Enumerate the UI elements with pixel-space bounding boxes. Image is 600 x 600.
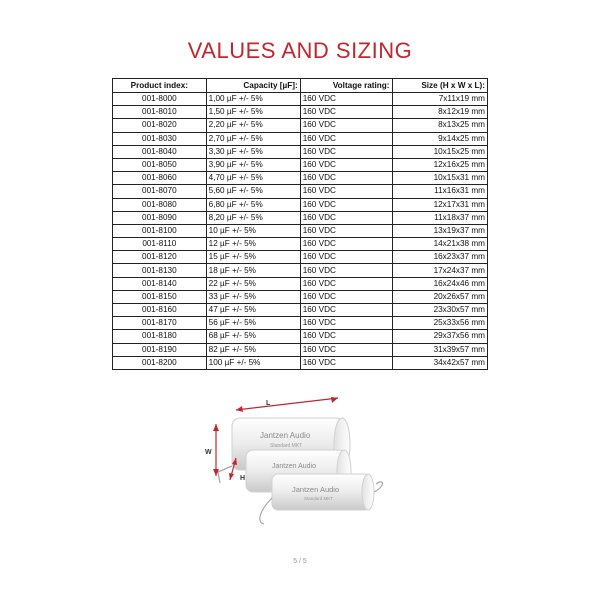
capacitor-figure xyxy=(200,388,400,538)
size-cell: 16x23x37 mm xyxy=(392,251,487,264)
product-index-cell: 001-8030 xyxy=(113,132,207,145)
voltage-cell: 160 VDC xyxy=(300,145,392,158)
size-cell: 7x11x19 mm xyxy=(392,93,487,106)
table-row xyxy=(113,211,488,224)
product-index-cell: 001-8120 xyxy=(113,251,207,264)
size-cell: 12x17x31 mm xyxy=(392,198,487,211)
table-row xyxy=(113,317,488,330)
product-index-cell: 001-8020 xyxy=(113,119,207,132)
product-index-cell: 001-8040 xyxy=(113,145,207,158)
voltage-cell: 160 VDC xyxy=(300,356,392,369)
product-index-cell: 001-8150 xyxy=(113,290,207,303)
capacity-cell: 100 µF +/- 5% xyxy=(206,356,300,369)
size-cell: 14x21x38 mm xyxy=(392,238,487,251)
size-cell: 10x15x25 mm xyxy=(392,145,487,158)
size-cell: 11x18x37 mm xyxy=(392,211,487,224)
table-row xyxy=(113,93,488,106)
product-index-cell: 001-8050 xyxy=(113,158,207,171)
table-row xyxy=(113,132,488,145)
table-row xyxy=(113,145,488,158)
table-row xyxy=(113,224,488,237)
product-index-cell: 001-8100 xyxy=(113,224,207,237)
voltage-cell: 160 VDC xyxy=(300,93,392,106)
dim-label-height: H xyxy=(240,475,246,482)
capacity-cell: 1,00 µF +/- 5% xyxy=(206,93,300,106)
voltage-cell: 160 VDC xyxy=(300,211,392,224)
voltage-cell: 160 VDC xyxy=(300,317,392,330)
product-index-cell: 001-8090 xyxy=(113,211,207,224)
table-row xyxy=(113,198,488,211)
product-index-cell: 001-8180 xyxy=(113,330,207,343)
voltage-cell: 160 VDC xyxy=(300,106,392,119)
table-row xyxy=(113,330,488,343)
voltage-cell: 160 VDC xyxy=(300,330,392,343)
size-cell: 29x37x56 mm xyxy=(392,330,487,343)
product-index-cell: 001-8190 xyxy=(113,343,207,356)
size-cell: 11x16x31 mm xyxy=(392,185,487,198)
size-cell: 31x39x57 mm xyxy=(392,343,487,356)
capacity-cell: 4,70 µF +/- 5% xyxy=(206,172,300,185)
cap-series-text: Standard MKT xyxy=(270,443,303,449)
voltage-cell: 160 VDC xyxy=(300,277,392,290)
capacity-cell: 6,80 µF +/- 5% xyxy=(206,198,300,211)
cap-series-text: Standard MKT xyxy=(304,496,334,501)
voltage-cell: 160 VDC xyxy=(300,119,392,132)
cap-brand-text: Jantzen Audio xyxy=(292,485,340,494)
voltage-cell: 160 VDC xyxy=(300,172,392,185)
page-number: 5 / 5 xyxy=(293,558,307,565)
voltage-cell: 160 VDC xyxy=(300,251,392,264)
capacity-cell: 3,30 µF +/- 5% xyxy=(206,145,300,158)
capacity-cell: 3,90 µF +/- 5% xyxy=(206,158,300,171)
product-index-cell: 001-8130 xyxy=(113,264,207,277)
capacity-cell: 82 µF +/- 5% xyxy=(206,343,300,356)
header-product-index: Product index: xyxy=(113,79,207,93)
table-row xyxy=(113,185,488,198)
product-index-cell: 001-8000 xyxy=(113,93,207,106)
product-index-cell: 001-8160 xyxy=(113,304,207,317)
voltage-cell: 160 VDC xyxy=(300,185,392,198)
voltage-cell: 160 VDC xyxy=(300,158,392,171)
product-index-cell: 001-8140 xyxy=(113,277,207,290)
cap-brand-text: Jantzen Audio xyxy=(272,463,316,470)
values-table xyxy=(112,78,488,370)
product-index-cell: 001-8170 xyxy=(113,317,207,330)
capacity-cell: 2,20 µF +/- 5% xyxy=(206,119,300,132)
voltage-cell: 160 VDC xyxy=(300,238,392,251)
capacity-cell: 1,50 µF +/- 5% xyxy=(206,106,300,119)
table-row xyxy=(113,304,488,317)
capacity-cell: 68 µF +/- 5% xyxy=(206,330,300,343)
voltage-cell: 160 VDC xyxy=(300,343,392,356)
dim-label-width: W xyxy=(205,449,212,456)
product-index-cell: 001-8200 xyxy=(113,356,207,369)
header-capacity: Capacity [µF]: xyxy=(206,79,300,93)
table-row xyxy=(113,343,488,356)
capacity-cell: 47 µF +/- 5% xyxy=(206,304,300,317)
voltage-cell: 160 VDC xyxy=(300,198,392,211)
capacitor-illustration xyxy=(200,388,400,538)
capacity-cell: 18 µF +/- 5% xyxy=(206,264,300,277)
capacity-cell: 56 µF +/- 5% xyxy=(206,317,300,330)
size-cell: 23x30x57 mm xyxy=(392,304,487,317)
size-cell: 13x19x37 mm xyxy=(392,224,487,237)
size-cell: 25x33x56 mm xyxy=(392,317,487,330)
capacity-cell: 5,60 µF +/- 5% xyxy=(206,185,300,198)
voltage-cell: 160 VDC xyxy=(300,304,392,317)
size-cell: 8x13x25 mm xyxy=(392,119,487,132)
voltage-cell: 160 VDC xyxy=(300,290,392,303)
table-row xyxy=(113,251,488,264)
product-index-cell: 001-8080 xyxy=(113,198,207,211)
page-title: VALUES AND SIZING xyxy=(187,38,413,63)
voltage-cell: 160 VDC xyxy=(300,224,392,237)
capacity-cell: 15 µF +/- 5% xyxy=(206,251,300,264)
capacity-cell: 33 µF +/- 5% xyxy=(206,290,300,303)
table-row xyxy=(113,119,488,132)
table-row xyxy=(113,290,488,303)
size-cell: 8x12x19 mm xyxy=(392,106,487,119)
size-cell: 20x26x57 mm xyxy=(392,290,487,303)
dim-label-length: L xyxy=(266,400,271,407)
cap-brand-text: Jantzen Audio xyxy=(260,431,311,440)
table-row xyxy=(113,172,488,185)
product-index-cell: 001-8010 xyxy=(113,106,207,119)
size-cell: 17x24x37 mm xyxy=(392,264,487,277)
size-cell: 16x24x46 mm xyxy=(392,277,487,290)
voltage-cell: 160 VDC xyxy=(300,132,392,145)
voltage-cell: 160 VDC xyxy=(300,264,392,277)
capacity-cell: 22 µF +/- 5% xyxy=(206,277,300,290)
table-row xyxy=(113,106,488,119)
capacity-cell: 8,20 µF +/- 5% xyxy=(206,211,300,224)
size-cell: 12x16x25 mm xyxy=(392,158,487,171)
capacitor-small xyxy=(272,474,374,510)
size-cell: 34x42x57 mm xyxy=(392,356,487,369)
size-cell: 10x15x31 mm xyxy=(392,172,487,185)
size-cell: 9x14x25 mm xyxy=(392,132,487,145)
table-row xyxy=(113,264,488,277)
table-row xyxy=(113,158,488,171)
table-row xyxy=(113,356,488,369)
product-index-cell: 001-8060 xyxy=(113,172,207,185)
product-index-cell: 001-8110 xyxy=(113,238,207,251)
product-index-cell: 001-8070 xyxy=(113,185,207,198)
table-row xyxy=(113,277,488,290)
capacity-cell: 2,70 µF +/- 5% xyxy=(206,132,300,145)
table-header-row xyxy=(113,79,488,93)
capacity-cell: 10 µF +/- 5% xyxy=(206,224,300,237)
header-size: Size (H x W x L): xyxy=(392,79,487,93)
capacity-cell: 12 µF +/- 5% xyxy=(206,238,300,251)
header-voltage: Voltage rating: xyxy=(300,79,392,93)
table-row xyxy=(113,238,488,251)
